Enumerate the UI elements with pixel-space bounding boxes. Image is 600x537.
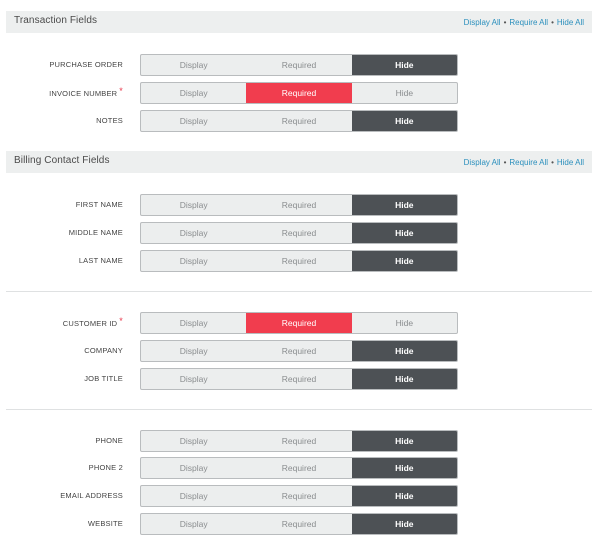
display-option-button[interactable]: Display [179,200,208,210]
field-label-text: JOB TITLE [84,374,123,383]
visibility-toggle [140,485,458,507]
hide-option-button[interactable]: Hide [395,318,414,328]
field-label-text: NOTES [96,116,123,125]
visibility-toggle [140,82,458,104]
field-row-job-title [0,368,600,390]
hide-option-button[interactable]: Hide [352,223,457,243]
display-option-button[interactable]: Display [179,116,208,126]
required-option-button[interactable]: Required [281,519,317,529]
field-label [95,436,123,445]
field-label-text: INVOICE NUMBER [49,89,118,98]
visibility-toggle [140,222,458,244]
display-option-button[interactable]: Display [179,228,208,238]
visibility-toggle [140,194,458,216]
field-row-company [0,340,600,362]
hide-option-button[interactable]: Hide [352,514,457,534]
field-row-middle-name [0,222,600,244]
field-label [76,200,123,209]
required-option-button[interactable]: Required [246,83,351,103]
display-option-button[interactable]: Display [179,346,208,356]
field-row-purchase-order [0,54,600,76]
hide-option-button[interactable]: Hide [352,341,457,361]
required-asterisk: * [119,86,123,96]
hide-all-link[interactable]: Hide All [556,18,584,27]
hide-option-button[interactable]: Hide [352,251,457,271]
display-option-button[interactable]: Display [179,436,208,446]
link-separator: • [503,158,507,167]
visibility-toggle [140,340,458,362]
field-label [60,491,123,500]
display-option-button[interactable]: Display [179,374,208,384]
hide-all-link[interactable]: Hide All [556,158,584,167]
display-option-button[interactable]: Display [179,519,208,529]
section-header-billing-contact-fields [6,151,592,173]
display-all-link[interactable]: Display All [463,18,501,27]
divider [6,409,592,410]
field-row-first-name [0,194,600,216]
required-option-button[interactable]: Required [281,436,317,446]
require-all-link[interactable]: Require All [509,158,549,167]
required-asterisk: * [119,316,123,326]
link-separator: • [551,18,554,27]
visibility-toggle [140,368,458,390]
display-option-button[interactable]: Display [179,491,208,501]
section-bulk-links [464,18,584,27]
hide-option-button[interactable]: Hide [352,369,457,389]
field-row-website [0,513,600,535]
field-row-email-address [0,485,600,507]
section-title: Transaction Fields [14,15,98,26]
field-label [79,256,123,265]
field-label-text: COMPANY [84,346,123,355]
field-label [63,318,123,328]
link-separator: • [503,18,507,27]
field-row-phone-2 [0,457,600,479]
visibility-toggle [140,513,458,535]
visibility-toggle [140,250,458,272]
field-row-notes [0,110,600,132]
required-option-button[interactable]: Required [281,463,317,473]
field-label [96,116,123,125]
hide-option-button[interactable]: Hide [352,458,457,478]
hide-option-button[interactable]: Hide [352,195,457,215]
link-separator: • [551,158,554,167]
display-all-link[interactable]: Display All [463,158,501,167]
required-option-button[interactable]: Required [281,346,317,356]
field-label-text: LAST NAME [78,256,123,265]
field-label [84,374,123,383]
display-option-button[interactable]: Display [179,88,208,98]
field-row-phone [0,430,600,452]
required-option-button[interactable]: Required [281,200,317,210]
display-option-button[interactable]: Display [179,256,208,266]
field-row-customer-id [0,312,600,334]
required-option-button[interactable]: Required [246,313,351,333]
display-option-button[interactable]: Display [179,463,208,473]
visibility-toggle [140,457,458,479]
field-label [84,346,123,355]
visibility-toggle [140,312,458,334]
field-label-text: PHONE 2 [88,463,123,472]
field-label-text: CUSTOMER ID [62,319,118,328]
field-label [49,60,123,69]
required-option-button[interactable]: Required [281,491,317,501]
hide-option-button[interactable]: Hide [352,55,457,75]
display-option-button[interactable]: Display [179,60,208,70]
hide-option-button[interactable]: Hide [395,88,414,98]
visibility-toggle [140,430,458,452]
field-row-last-name [0,250,600,272]
field-label-text: EMAIL ADDRESS [60,491,123,500]
field-label-text: FIRST NAME [75,200,123,209]
required-option-button[interactable]: Required [281,116,317,126]
section-header-transaction-fields [6,11,592,33]
display-option-button[interactable]: Display [179,318,208,328]
field-label [49,88,123,98]
hide-option-button[interactable]: Hide [352,486,457,506]
section-title: Billing Contact Fields [14,155,110,166]
visibility-toggle [140,110,458,132]
required-option-button[interactable]: Required [281,60,317,70]
field-label [88,519,123,528]
section-bulk-links [464,158,584,167]
field-label-text: PHONE [95,436,123,445]
field-row-invoice-number [0,82,600,104]
field-label-text: MIDDLE NAME [68,228,123,237]
divider [6,291,592,292]
require-all-link[interactable]: Require All [509,18,549,27]
hide-option-button[interactable]: Hide [352,431,457,451]
field-label [89,463,123,472]
field-label-text: WEBSITE [87,519,123,528]
field-label-text: PURCHASE ORDER [49,60,123,69]
field-label [69,228,123,237]
visibility-toggle [140,54,458,76]
required-option-button[interactable]: Required [281,228,317,238]
hide-option-button[interactable]: Hide [352,111,457,131]
required-option-button[interactable]: Required [281,256,317,266]
required-option-button[interactable]: Required [281,374,317,384]
